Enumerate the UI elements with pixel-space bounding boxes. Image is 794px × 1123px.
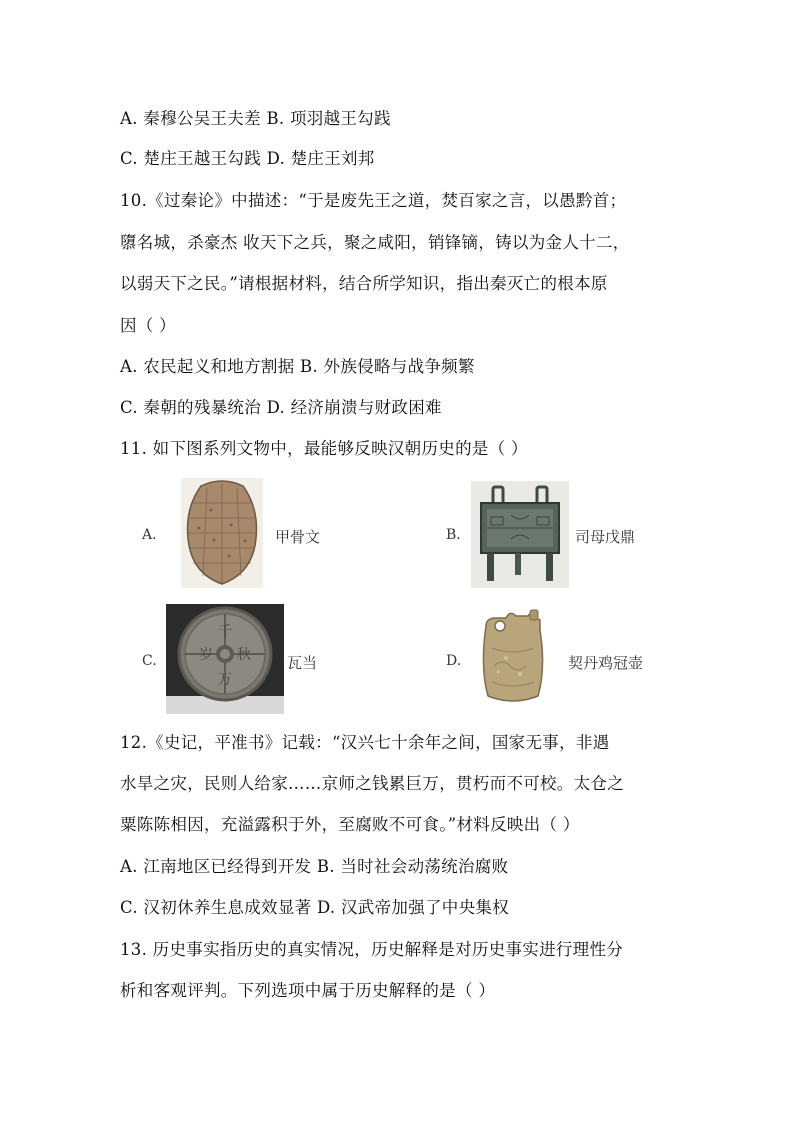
q9-options-ab: A. 秦穆公吴王夫差 B. 项羽越王勾践 — [120, 109, 391, 128]
q10-options-ab: A. 农民起义和地方割据 B. 外族侵略与战争频繁 — [120, 357, 475, 376]
q10-stem-line3: 以弱天下之民。”请根据材料，结合所学知识，指出秦灭亡的根本原 — [120, 274, 608, 293]
wadang-glyph-top: 千 — [218, 624, 232, 640]
q10-stem-line1: 10.《过秦论》中描述：“于是废先王之道，焚百家之言，以愚黔首； — [120, 191, 627, 210]
figure-option-d-caption: 契丹鸡冠壶 — [568, 654, 644, 672]
q12-options-ab: A. 江南地区已经得到开发 B. 当时社会动荡统治腐败 — [120, 857, 509, 876]
figure-option-b-caption: 司母戊鼎 — [575, 528, 636, 546]
wadang-glyph-right: 秋 — [237, 647, 251, 663]
figure-option-d-letter: D. — [446, 653, 462, 669]
figure-option-c-caption: 瓦当 — [287, 654, 318, 672]
wadang-glyph-bottom: 万 — [218, 672, 232, 688]
q12-stem-line3: 粟陈陈相因，充溢露积于外，至腐败不可食。”材料反映出（ ） — [120, 815, 580, 834]
q10-stem-line2: 隳名城，杀豪杰 收天下之兵，聚之咸阳，销锋镝，铸以为金人十二， — [120, 233, 630, 252]
figure-option-b-letter: B. — [446, 527, 461, 543]
q12-stem-line2: 水旱之灾，民则人给家……京师之钱累巨万，贯朽而不可校。太仓之 — [120, 774, 624, 793]
q10-stem-line4: 因（ ） — [120, 316, 176, 335]
tile-end-wadang-image — [166, 604, 284, 714]
q11-stem: 11. 如下图系列文物中，最能够反映汉朝历史的是（ ） — [120, 439, 528, 458]
q12-stem-line1: 12.《史记，平准书》记载：“汉兴七十余年之间，国家无事，非遇 — [120, 733, 610, 752]
khitan-cockscomb-pot-image — [476, 608, 550, 708]
oracle-bone-image — [181, 478, 263, 588]
q9-options-cd: C. 楚庄王越王勾践 D. 楚庄王刘邦 — [120, 149, 375, 168]
wadang-glyph-left: 岁 — [199, 647, 213, 663]
q13-stem-line2: 析和客观评判。下列选项中属于历史解释的是（ ） — [120, 981, 496, 1000]
q10-options-cd: C. 秦朝的残暴统治 D. 经济崩溃与财政困难 — [120, 398, 442, 417]
figure-option-c-letter: C. — [142, 653, 157, 669]
simuwu-ding-image — [471, 481, 569, 588]
figure-option-a-letter: A. — [142, 527, 157, 543]
q13-stem-line1: 13. 历史事实指历史的真实情况，历史解释是对历史事实进行理性分 — [120, 940, 624, 959]
q12-options-cd: C. 汉初休养生息成效显著 D. 汉武帝加强了中央集权 — [120, 898, 510, 917]
figure-option-a-caption: 甲骨文 — [275, 528, 321, 546]
